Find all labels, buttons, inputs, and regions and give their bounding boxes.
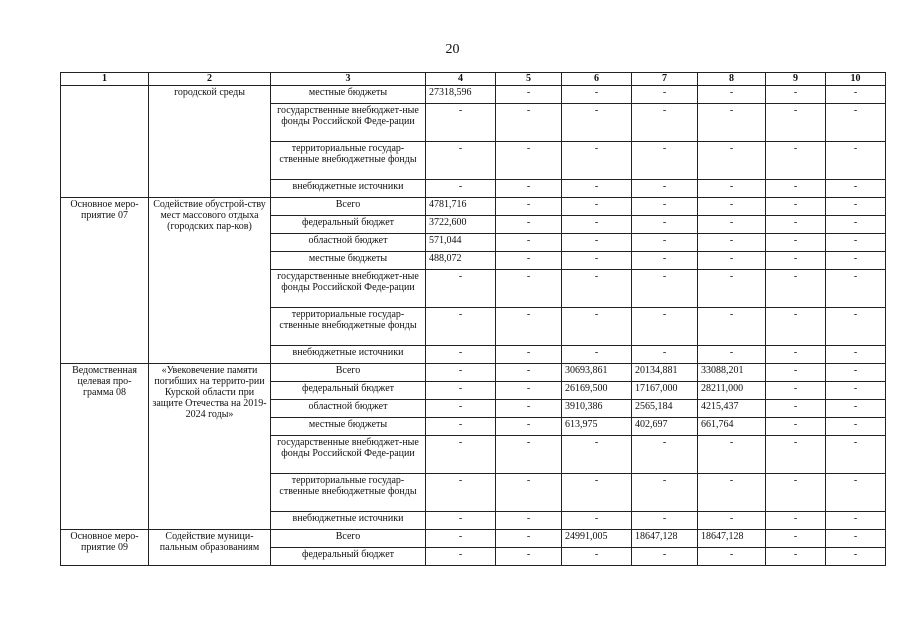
column-header-2: 2: [149, 73, 271, 86]
value-cell: 18647,128: [632, 530, 698, 548]
value-cell: -: [426, 180, 496, 198]
value-cell: -: [426, 346, 496, 364]
table-row: [61, 364, 886, 382]
value-cell: -: [766, 364, 826, 382]
value-cell: -: [826, 548, 886, 566]
value-cell: -: [562, 234, 632, 252]
column-header-3: 3: [271, 73, 426, 86]
value-cell: -: [562, 512, 632, 530]
value-cell: -: [426, 270, 496, 308]
value-cell: -: [826, 86, 886, 104]
column-header-6: 6: [562, 73, 632, 86]
value-cell: -: [632, 142, 698, 180]
value-cell: -: [426, 382, 496, 400]
value-cell: -: [632, 252, 698, 270]
value-cell: -: [562, 216, 632, 234]
value-cell: -: [632, 308, 698, 346]
budget-table: [60, 72, 886, 566]
column-header-4: 4: [426, 73, 496, 86]
funding-source-cell: территориальные государ-ственные внебюджетные фонды: [271, 474, 426, 512]
value-cell: -: [766, 308, 826, 346]
value-cell: -: [426, 474, 496, 512]
value-cell: -: [826, 400, 886, 418]
funding-source-cell: внебюджетные источники: [271, 512, 426, 530]
funding-source-cell: государственные внебюджет-ные фонды Российской Феде-рации: [271, 104, 426, 142]
value-cell: -: [426, 530, 496, 548]
value-cell: -: [698, 216, 766, 234]
value-cell: 28211,000: [698, 382, 766, 400]
funding-source-cell: Всего: [271, 364, 426, 382]
value-cell: -: [496, 104, 562, 142]
value-cell: -: [826, 512, 886, 530]
value-cell: -: [826, 104, 886, 142]
row-code-cell: Ведомственная целевая про-грамма 08: [61, 364, 149, 530]
column-header-5: 5: [496, 73, 562, 86]
column-header-9: 9: [766, 73, 826, 86]
funding-source-cell: внебюджетные источники: [271, 346, 426, 364]
value-cell: -: [698, 270, 766, 308]
value-cell: -: [698, 198, 766, 216]
value-cell: -: [766, 548, 826, 566]
column-header-1: 1: [61, 73, 149, 86]
value-cell: -: [698, 234, 766, 252]
value-cell: -: [496, 198, 562, 216]
value-cell: 24991,005: [562, 530, 632, 548]
value-cell: -: [632, 548, 698, 566]
value-cell: -: [496, 548, 562, 566]
value-cell: -: [698, 86, 766, 104]
value-cell: -: [766, 530, 826, 548]
value-cell: -: [562, 142, 632, 180]
value-cell: -: [766, 270, 826, 308]
column-header-8: 8: [698, 73, 766, 86]
funding-source-cell: федеральный бюджет: [271, 548, 426, 566]
value-cell: -: [766, 142, 826, 180]
value-cell: -: [766, 436, 826, 474]
value-cell: -: [766, 180, 826, 198]
value-cell: -: [562, 474, 632, 512]
funding-source-cell: территориальные государ-ственные внебюджетные фонды: [271, 142, 426, 180]
row-code-cell: Основное меро-приятие 09: [61, 530, 149, 566]
table-row: [61, 198, 886, 216]
value-cell: -: [496, 512, 562, 530]
value-cell: -: [632, 180, 698, 198]
funding-source-cell: областной бюджет: [271, 400, 426, 418]
value-cell: -: [632, 474, 698, 512]
value-cell: -: [698, 252, 766, 270]
value-cell: -: [496, 418, 562, 436]
value-cell: -: [766, 104, 826, 142]
value-cell: -: [632, 216, 698, 234]
value-cell: 661,764: [698, 418, 766, 436]
value-cell: -: [826, 216, 886, 234]
value-cell: -: [698, 474, 766, 512]
value-cell: 33088,201: [698, 364, 766, 382]
value-cell: -: [632, 436, 698, 474]
page-number: 20: [445, 42, 460, 57]
value-cell: -: [426, 400, 496, 418]
value-cell: -: [426, 418, 496, 436]
funding-source-cell: территориальные государ-ственные внебюджетные фонды: [271, 308, 426, 346]
value-cell: -: [826, 308, 886, 346]
value-cell: -: [562, 548, 632, 566]
table-row: [61, 86, 886, 104]
value-cell: -: [496, 216, 562, 234]
value-cell: -: [766, 474, 826, 512]
value-cell: -: [766, 86, 826, 104]
value-cell: -: [766, 512, 826, 530]
funding-source-cell: местные бюджеты: [271, 252, 426, 270]
value-cell: -: [766, 234, 826, 252]
value-cell: -: [698, 308, 766, 346]
value-cell: -: [562, 270, 632, 308]
value-cell: -: [826, 418, 886, 436]
value-cell: 27318,596: [426, 86, 496, 104]
value-cell: 26169,500: [562, 382, 632, 400]
value-cell: -: [496, 436, 562, 474]
value-cell: 3910,386: [562, 400, 632, 418]
value-cell: -: [496, 180, 562, 198]
value-cell: -: [632, 346, 698, 364]
value-cell: -: [826, 234, 886, 252]
value-cell: -: [426, 512, 496, 530]
value-cell: -: [632, 86, 698, 104]
column-header-10: 10: [826, 73, 886, 86]
funding-source-cell: областной бюджет: [271, 234, 426, 252]
value-cell: -: [632, 270, 698, 308]
value-cell: -: [426, 104, 496, 142]
value-cell: 488,072: [426, 252, 496, 270]
value-cell: -: [698, 104, 766, 142]
value-cell: -: [562, 180, 632, 198]
value-cell: -: [766, 418, 826, 436]
value-cell: -: [826, 270, 886, 308]
value-cell: -: [426, 308, 496, 346]
value-cell: -: [698, 346, 766, 364]
column-header-7: 7: [632, 73, 698, 86]
value-cell: -: [698, 436, 766, 474]
value-cell: 4781,716: [426, 198, 496, 216]
value-cell: -: [766, 198, 826, 216]
funding-source-cell: местные бюджеты: [271, 86, 426, 104]
value-cell: -: [496, 346, 562, 364]
funding-source-cell: местные бюджеты: [271, 418, 426, 436]
value-cell: -: [496, 270, 562, 308]
value-cell: -: [496, 142, 562, 180]
value-cell: -: [632, 512, 698, 530]
value-cell: -: [698, 142, 766, 180]
funding-source-cell: государственные внебюджет-ные фонды Российской Феде-рации: [271, 436, 426, 474]
value-cell: 402,697: [632, 418, 698, 436]
value-cell: -: [698, 180, 766, 198]
value-cell: -: [496, 364, 562, 382]
value-cell: -: [632, 234, 698, 252]
value-cell: -: [562, 104, 632, 142]
value-cell: -: [496, 474, 562, 512]
value-cell: -: [826, 346, 886, 364]
value-cell: -: [632, 104, 698, 142]
funding-source-cell: Всего: [271, 530, 426, 548]
value-cell: -: [562, 346, 632, 364]
value-cell: -: [496, 234, 562, 252]
value-cell: -: [826, 252, 886, 270]
value-cell: -: [426, 364, 496, 382]
value-cell: -: [496, 308, 562, 346]
value-cell: -: [826, 142, 886, 180]
value-cell: -: [562, 436, 632, 474]
value-cell: -: [496, 382, 562, 400]
table-body: [61, 73, 886, 566]
table-row: [61, 530, 886, 548]
value-cell: -: [426, 142, 496, 180]
value-cell: -: [496, 252, 562, 270]
row-name-cell: Содействие муници-пальным образованиям: [149, 530, 271, 566]
value-cell: -: [766, 400, 826, 418]
value-cell: -: [698, 512, 766, 530]
value-cell: 3722,600: [426, 216, 496, 234]
value-cell: 18647,128: [698, 530, 766, 548]
funding-source-cell: федеральный бюджет: [271, 216, 426, 234]
funding-source-cell: федеральный бюджет: [271, 382, 426, 400]
value-cell: -: [632, 198, 698, 216]
value-cell: -: [826, 382, 886, 400]
value-cell: 571,044: [426, 234, 496, 252]
value-cell: -: [562, 252, 632, 270]
row-name-cell: «Увековечение памяти погибших на террито-рии Курской области при защите Отечества на 2019-2024 годы»: [149, 364, 271, 530]
funding-source-cell: внебюджетные источники: [271, 180, 426, 198]
value-cell: -: [826, 198, 886, 216]
funding-source-cell: государственные внебюджет-ные фонды Российской Феде-рации: [271, 270, 426, 308]
value-cell: -: [496, 400, 562, 418]
value-cell: -: [562, 86, 632, 104]
value-cell: -: [426, 436, 496, 474]
value-cell: 17167,000: [632, 382, 698, 400]
value-cell: -: [698, 548, 766, 566]
value-cell: -: [826, 364, 886, 382]
value-cell: 4215,437: [698, 400, 766, 418]
row-code-cell: Основное меро-приятие 07: [61, 198, 149, 364]
value-cell: -: [496, 86, 562, 104]
value-cell: 20134,881: [632, 364, 698, 382]
value-cell: -: [826, 530, 886, 548]
value-cell: 30693,861: [562, 364, 632, 382]
value-cell: -: [426, 548, 496, 566]
funding-source-cell: Всего: [271, 198, 426, 216]
header-row: [61, 73, 886, 86]
row-name-cell: Содействие обустрой-ству мест массового отдыха (городских пар-ков): [149, 198, 271, 364]
value-cell: -: [562, 198, 632, 216]
value-cell: -: [496, 530, 562, 548]
value-cell: -: [766, 346, 826, 364]
value-cell: -: [562, 308, 632, 346]
value-cell: -: [826, 474, 886, 512]
value-cell: 2565,184: [632, 400, 698, 418]
value-cell: -: [766, 252, 826, 270]
row-name-cell: городской среды: [149, 86, 271, 198]
value-cell: -: [766, 216, 826, 234]
value-cell: -: [826, 180, 886, 198]
value-cell: -: [766, 382, 826, 400]
row-code-cell: [61, 86, 149, 198]
value-cell: 613,975: [562, 418, 632, 436]
value-cell: -: [826, 436, 886, 474]
